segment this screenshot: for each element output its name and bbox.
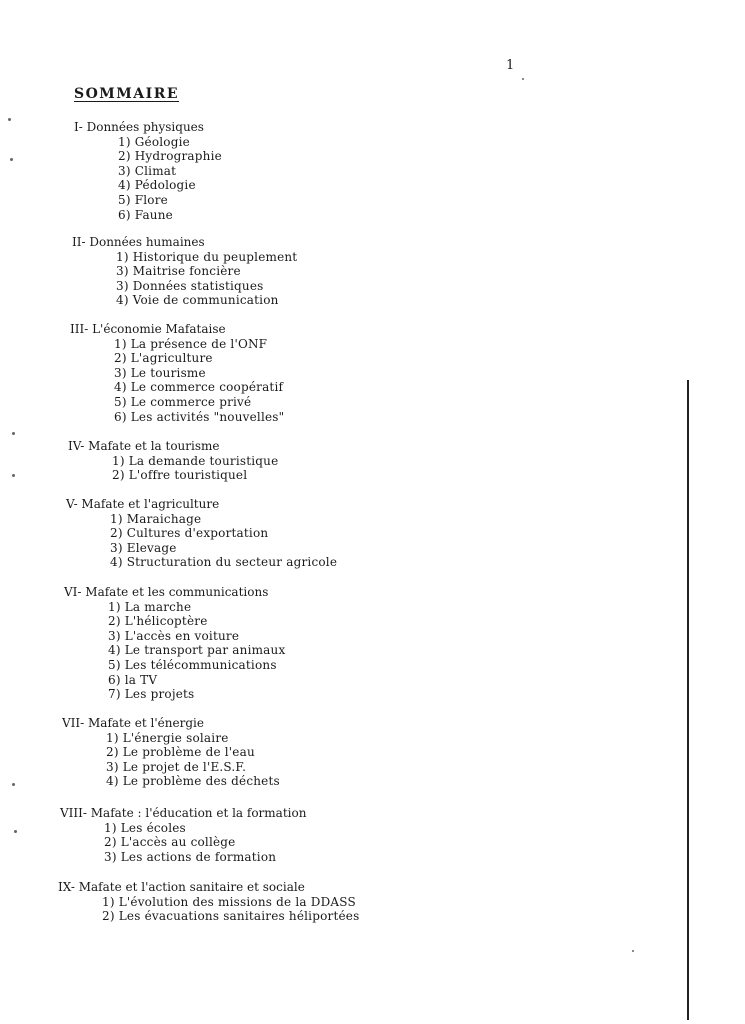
section-heading: VI- Mafate et les communications	[64, 585, 269, 599]
toc-item: 4) Structuration du secteur agricole	[110, 555, 338, 570]
scan-speck	[12, 432, 15, 435]
page-number: 1	[506, 58, 515, 73]
toc-item: 5) Les télécommunications	[108, 657, 277, 672]
toc-item: 2) L'agriculture	[114, 351, 213, 366]
toc-item: 2) Hydrographie	[118, 149, 222, 164]
toc-item: 1) Les écoles	[104, 820, 186, 835]
toc-item: 4) Le problème des déchets	[106, 774, 280, 789]
scan-speck	[14, 830, 17, 833]
toc-item: 3) Les actions de formation	[104, 849, 277, 864]
toc-section	[72, 235, 297, 308]
toc-item: 3) Elevage	[110, 540, 177, 555]
section-heading: IV- Mafate et la tourisme	[68, 439, 220, 453]
scan-speck	[10, 158, 13, 161]
toc-item: 3) Maitrise foncière	[116, 264, 241, 279]
section-heading: II- Données humaines	[72, 235, 205, 249]
scan-speck	[8, 118, 11, 121]
toc-item: 1) La présence de l'ONF	[114, 336, 268, 351]
toc-item: 3) Le tourisme	[114, 365, 206, 380]
scan-speck	[522, 78, 524, 80]
toc-item: 3) Données statistiques	[116, 278, 264, 293]
toc-item: 6) Faune	[118, 207, 173, 222]
toc-section	[58, 880, 359, 924]
toc-item: 5) Flore	[118, 192, 168, 207]
toc-item: 1) La marche	[108, 599, 192, 614]
toc-section	[68, 439, 278, 483]
toc-item: 1) Maraichage	[110, 511, 202, 526]
toc-item: 5) Le commerce privé	[114, 394, 252, 409]
toc-item: 2) Le problème de l'eau	[106, 745, 255, 760]
toc-item: 1) L'énergie solaire	[106, 730, 229, 745]
scan-speck	[632, 950, 634, 952]
toc-section	[64, 585, 285, 702]
section-heading: I- Données physiques	[74, 120, 204, 134]
toc-section	[62, 716, 280, 789]
toc-item: 3) L'accès en voiture	[108, 628, 240, 643]
toc-item: 2) L'offre touristiquel	[112, 468, 248, 483]
toc-item: 4) Le commerce coopératif	[114, 380, 284, 395]
scan-speck	[12, 783, 15, 786]
section-heading: V- Mafate et l'agriculture	[66, 497, 220, 511]
toc-item: 3) Climat	[118, 163, 177, 178]
toc-section	[74, 120, 222, 222]
toc-item: 6) la TV	[108, 672, 158, 687]
toc-item: 1) Géologie	[118, 134, 190, 149]
toc-section	[66, 497, 337, 570]
toc-item: 2) Les évacuations sanitaires héliportées	[102, 909, 360, 924]
toc-item: 1) La demande touristique	[112, 453, 279, 468]
toc-item: 2) Cultures d'exportation	[110, 526, 269, 541]
section-heading: VIII- Mafate : l'éducation et la formation	[60, 806, 307, 820]
section-heading: III- L'économie Mafataise	[70, 322, 226, 336]
toc-item: 2) L'hélicoptère	[108, 614, 208, 629]
toc-item: 1) L'évolution des missions de la DDASS	[102, 894, 356, 909]
toc-section	[60, 806, 306, 864]
section-heading: IX- Mafate et l'action sanitaire et sociale	[58, 880, 305, 894]
toc-item: 7) Les projets	[108, 687, 195, 702]
toc-item: 3) Le projet de l'E.S.F.	[106, 759, 247, 774]
toc-item: 4) Voie de communication	[116, 293, 279, 308]
toc-item: 6) Les activités "nouvelles"	[114, 409, 285, 424]
section-heading: VII- Mafate et l'énergie	[62, 716, 204, 730]
toc-item: 4) Pédologie	[118, 178, 196, 193]
toc-section	[70, 322, 284, 424]
toc-item: 4) Le transport par animaux	[108, 643, 286, 658]
toc-item: 2) L'accès au collège	[104, 835, 236, 850]
scan-speck	[12, 474, 15, 477]
page-title: SOMMAIRE	[74, 86, 180, 102]
scan-margin-line	[687, 380, 689, 1020]
toc-item: 1) Historique du peuplement	[116, 249, 298, 264]
